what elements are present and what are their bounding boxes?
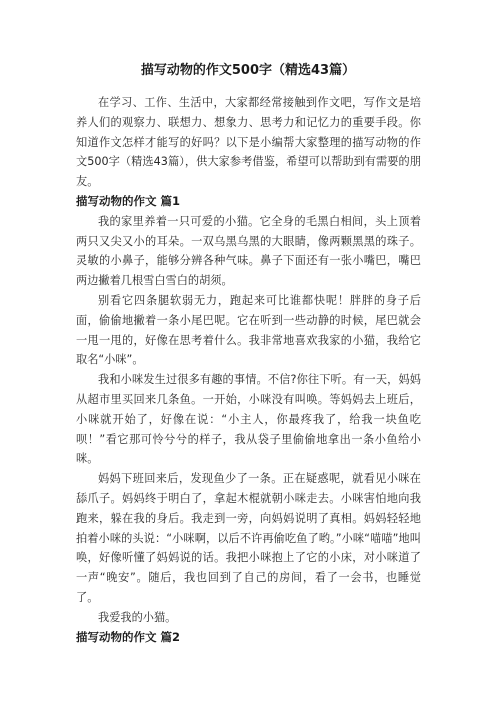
section-1-paragraph-2: 别看它四条腿软弱无力，跑起来可比谁都快呢！胖胖的身子后面，偷偷地撇着一条小尾巴呢。它在听到一些动静的时候，尾巴就会一甩一甩的，好像在思考着什么。我非常地喜欢我家的小猫，我给它取名“小咪”。 [76,293,421,367]
section-1-paragraph-5: 我爱我的小猫。 [98,610,177,624]
section-1-paragraph-1: 我的家里养着一只可爱的小猫。它全身的毛黑白相间，头上顶着两只又尖又小的耳朵。一双乌黑乌黑的大眼睛，像两颗黑黑的珠子。灵敏的小鼻子，能够分辨各种气味。鼻子下面还有一张小嘴巴，嘴巴两边撇着几根雪白雪白的胡须。 [76,214,421,288]
section-heading-2: 描写动物的作文 篇2 [76,629,181,644]
document-title: 描写动物的作文500字（精选43篇） [140,63,356,78]
section-1-paragraph-4: 妈妈下班回来后，发现鱼少了一条。正在疑惑呢，就看见小咪在舔爪子。妈妈终于明白了，拿起木棍就朝小咪走去。小咪害怕地向我跑来，躲在我的身后。我走到一旁，向妈妈说明了真相。妈妈轻轻地拍着小咪的头说：“小咪啊，以后不许再偷吃鱼了哟。”小咪“喵喵”地叫唤，好像听懂了妈妈说的话。我把小咪抱上了它的小床，对小咪道了一声“晚安”。随后，我也回到了自己的房间，看了一会书，也睡觉了。 [76,472,421,604]
intro-paragraph: 在学习、工作、生活中，大家都经常接触到作文吧，写作文是培养人们的观察力、联想力、想象力、思考力和记忆力的重要手段。你知道作文怎样才能写的好吗？以下是小编帮大家整理的描写动物的作文500字（精选43篇），供大家参考借鉴，希望可以帮助到有需要的朋友。 [76,96,421,189]
document-body [76,93,421,647]
section-1-paragraph-3: 我和小咪发生过很多有趣的事情。不信?你往下听。有一天，妈妈从超市里买回来几条鱼。一开始，小咪没有叫唤。等妈妈去上班后，小咪就开始了，好像在说：“小主人，你最疼我了，给我一块鱼吃呗！”看它那可怜兮兮的样子，我从袋子里偷偷地拿出一条小鱼给小咪。 [76,373,421,466]
section-heading-1: 描写动物的作文 篇1 [76,193,181,208]
